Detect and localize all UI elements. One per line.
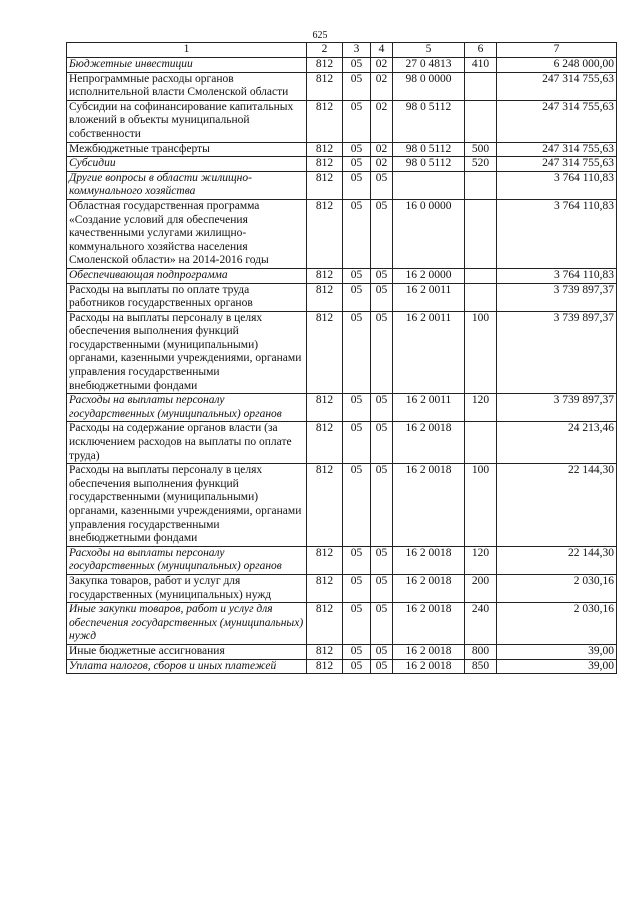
cell-amount: 39,00 bbox=[497, 644, 617, 659]
cell-expense-type-code: 100 bbox=[465, 464, 497, 547]
cell-subsection-code: 02 bbox=[371, 72, 393, 100]
cell-section-code: 05 bbox=[343, 574, 371, 602]
cell-item-name: Иные закупки товаров, работ и услуг для обеспечения государственных (муниципальных) нужд bbox=[67, 603, 307, 645]
table-row bbox=[67, 394, 617, 422]
cell-section-code: 05 bbox=[343, 546, 371, 574]
cell-item-name: Субсидии на софинансирование капитальных вложений в объекты муниципальной собственности bbox=[67, 100, 307, 142]
cell-target-code: 98 0 5112 bbox=[393, 142, 465, 157]
cell-target-code: 98 0 5112 bbox=[393, 157, 465, 172]
cell-ministry-code: 812 bbox=[307, 422, 343, 464]
cell-subsection-code: 05 bbox=[371, 659, 393, 674]
header-row bbox=[67, 43, 617, 58]
cell-target-code: 16 2 0018 bbox=[393, 659, 465, 674]
cell-target-code: 16 2 0000 bbox=[393, 268, 465, 283]
cell-item-name: Непрограммные расходы органов исполнительной власти Смоленской области bbox=[67, 72, 307, 100]
cell-target-code: 16 2 0011 bbox=[393, 394, 465, 422]
cell-expense-type-code: 850 bbox=[465, 659, 497, 674]
cell-section-code: 05 bbox=[343, 311, 371, 394]
cell-item-name: Расходы на выплаты персоналу в целях обеспечения выполнения функций государственными (муниципальными) органами, казенными учреждениями, органами управления государственными внебюджетными фондами bbox=[67, 464, 307, 547]
cell-item-name: Межбюджетные трансферты bbox=[67, 142, 307, 157]
cell-item-name: Субсидии bbox=[67, 157, 307, 172]
cell-expense-type-code: 200 bbox=[465, 574, 497, 602]
table-row bbox=[67, 100, 617, 142]
cell-amount: 247 314 755,63 bbox=[497, 157, 617, 172]
cell-target-code: 16 0 0000 bbox=[393, 199, 465, 268]
cell-section-code: 05 bbox=[343, 603, 371, 645]
cell-expense-type-code bbox=[465, 72, 497, 100]
cell-expense-type-code bbox=[465, 171, 497, 199]
cell-amount: 3 739 897,37 bbox=[497, 311, 617, 394]
cell-expense-type-code: 240 bbox=[465, 603, 497, 645]
column-header-7: 7 bbox=[497, 43, 617, 58]
table-header bbox=[67, 43, 617, 58]
cell-subsection-code: 05 bbox=[371, 394, 393, 422]
table-row bbox=[67, 422, 617, 464]
cell-expense-type-code: 100 bbox=[465, 311, 497, 394]
cell-ministry-code: 812 bbox=[307, 394, 343, 422]
cell-ministry-code: 812 bbox=[307, 464, 343, 547]
column-header-5: 5 bbox=[393, 43, 465, 58]
cell-subsection-code: 05 bbox=[371, 603, 393, 645]
table-row bbox=[67, 268, 617, 283]
cell-section-code: 05 bbox=[343, 644, 371, 659]
cell-ministry-code: 812 bbox=[307, 199, 343, 268]
cell-expense-type-code: 500 bbox=[465, 142, 497, 157]
cell-expense-type-code: 120 bbox=[465, 546, 497, 574]
column-header-4: 4 bbox=[371, 43, 393, 58]
cell-target-code: 16 2 0018 bbox=[393, 603, 465, 645]
table-row bbox=[67, 72, 617, 100]
cell-section-code: 05 bbox=[343, 100, 371, 142]
cell-ministry-code: 812 bbox=[307, 268, 343, 283]
cell-target-code: 16 2 0018 bbox=[393, 644, 465, 659]
cell-amount: 247 314 755,63 bbox=[497, 100, 617, 142]
column-header-2: 2 bbox=[307, 43, 343, 58]
cell-amount: 3 764 110,83 bbox=[497, 199, 617, 268]
cell-section-code: 05 bbox=[343, 422, 371, 464]
column-header-6: 6 bbox=[465, 43, 497, 58]
cell-ministry-code: 812 bbox=[307, 142, 343, 157]
table-row bbox=[67, 464, 617, 547]
cell-expense-type-code bbox=[465, 199, 497, 268]
cell-item-name: Областная государственная программа «Создание условий для обеспечения качественными услугами жилищно-коммунального хозяйства населения Смоленской области» на 2014-2016 годы bbox=[67, 199, 307, 268]
page-number: 625 bbox=[312, 30, 328, 41]
cell-ministry-code: 812 bbox=[307, 157, 343, 172]
budget-table bbox=[66, 42, 617, 674]
cell-amount: 3 739 897,37 bbox=[497, 283, 617, 311]
cell-section-code: 05 bbox=[343, 268, 371, 283]
cell-expense-type-code bbox=[465, 283, 497, 311]
table-row bbox=[67, 283, 617, 311]
cell-amount: 3 764 110,83 bbox=[497, 268, 617, 283]
cell-amount: 24 213,46 bbox=[497, 422, 617, 464]
cell-ministry-code: 812 bbox=[307, 546, 343, 574]
cell-target-code: 16 2 0018 bbox=[393, 546, 465, 574]
cell-item-name: Обеспечивающая подпрограмма bbox=[67, 268, 307, 283]
cell-amount: 247 314 755,63 bbox=[497, 72, 617, 100]
cell-item-name: Уплата налогов, сборов и иных платежей bbox=[67, 659, 307, 674]
cell-subsection-code: 05 bbox=[371, 311, 393, 394]
cell-target-code: 16 2 0011 bbox=[393, 311, 465, 394]
cell-target-code: 16 2 0018 bbox=[393, 422, 465, 464]
cell-expense-type-code: 520 bbox=[465, 157, 497, 172]
column-header-3: 3 bbox=[343, 43, 371, 58]
cell-ministry-code: 812 bbox=[307, 283, 343, 311]
cell-subsection-code: 05 bbox=[371, 268, 393, 283]
table-row bbox=[67, 58, 617, 73]
cell-item-name: Другие вопросы в области жилищно-коммунального хозяйства bbox=[67, 171, 307, 199]
cell-item-name: Расходы на выплаты персоналу в целях обеспечения выполнения функций государственными (муниципальными) органами, казенными учреждениями, органами управления государственными внебюджетными фондами bbox=[67, 311, 307, 394]
table-row bbox=[67, 603, 617, 645]
cell-subsection-code: 02 bbox=[371, 58, 393, 73]
cell-amount: 22 144,30 bbox=[497, 464, 617, 547]
table-row bbox=[67, 171, 617, 199]
cell-item-name: Бюджетные инвестиции bbox=[67, 58, 307, 73]
cell-amount: 247 314 755,63 bbox=[497, 142, 617, 157]
cell-amount: 3 764 110,83 bbox=[497, 171, 617, 199]
cell-amount: 22 144,30 bbox=[497, 546, 617, 574]
cell-expense-type-code bbox=[465, 268, 497, 283]
cell-expense-type-code: 800 bbox=[465, 644, 497, 659]
cell-section-code: 05 bbox=[343, 72, 371, 100]
cell-section-code: 05 bbox=[343, 157, 371, 172]
cell-section-code: 05 bbox=[343, 58, 371, 73]
table-row bbox=[67, 142, 617, 157]
cell-ministry-code: 812 bbox=[307, 574, 343, 602]
cell-section-code: 05 bbox=[343, 283, 371, 311]
cell-subsection-code: 05 bbox=[371, 546, 393, 574]
cell-expense-type-code bbox=[465, 100, 497, 142]
table-row bbox=[67, 157, 617, 172]
cell-item-name: Расходы на выплаты персоналу государственных (муниципальных) органов bbox=[67, 394, 307, 422]
column-header-1: 1 bbox=[67, 43, 307, 58]
table-row bbox=[67, 574, 617, 602]
cell-item-name: Расходы на выплаты по оплате труда работников государственных органов bbox=[67, 283, 307, 311]
table-row bbox=[67, 546, 617, 574]
cell-section-code: 05 bbox=[343, 171, 371, 199]
table-body bbox=[67, 58, 617, 674]
cell-ministry-code: 812 bbox=[307, 644, 343, 659]
cell-subsection-code: 05 bbox=[371, 644, 393, 659]
cell-subsection-code: 05 bbox=[371, 199, 393, 268]
table-row bbox=[67, 659, 617, 674]
cell-amount: 2 030,16 bbox=[497, 603, 617, 645]
cell-target-code: 98 0 5112 bbox=[393, 100, 465, 142]
cell-section-code: 05 bbox=[343, 659, 371, 674]
cell-section-code: 05 bbox=[343, 142, 371, 157]
cell-item-name: Расходы на содержание органов власти (за исключением расходов на выплаты по оплате труда) bbox=[67, 422, 307, 464]
cell-section-code: 05 bbox=[343, 394, 371, 422]
table-row bbox=[67, 644, 617, 659]
cell-ministry-code: 812 bbox=[307, 311, 343, 394]
cell-target-code: 27 0 4813 bbox=[393, 58, 465, 73]
cell-subsection-code: 02 bbox=[371, 100, 393, 142]
cell-target-code: 16 2 0018 bbox=[393, 464, 465, 547]
cell-amount: 39,00 bbox=[497, 659, 617, 674]
cell-ministry-code: 812 bbox=[307, 659, 343, 674]
cell-item-name: Закупка товаров, работ и услуг для государственных (муниципальных) нужд bbox=[67, 574, 307, 602]
cell-item-name: Расходы на выплаты персоналу государственных (муниципальных) органов bbox=[67, 546, 307, 574]
cell-amount: 2 030,16 bbox=[497, 574, 617, 602]
cell-expense-type-code bbox=[465, 422, 497, 464]
cell-target-code: 98 0 0000 bbox=[393, 72, 465, 100]
cell-item-name: Иные бюджетные ассигнования bbox=[67, 644, 307, 659]
cell-amount: 6 248 000,00 bbox=[497, 58, 617, 73]
cell-ministry-code: 812 bbox=[307, 603, 343, 645]
cell-ministry-code: 812 bbox=[307, 100, 343, 142]
cell-ministry-code: 812 bbox=[307, 58, 343, 73]
cell-target-code bbox=[393, 171, 465, 199]
cell-ministry-code: 812 bbox=[307, 171, 343, 199]
cell-amount: 3 739 897,37 bbox=[497, 394, 617, 422]
cell-subsection-code: 05 bbox=[371, 171, 393, 199]
cell-subsection-code: 05 bbox=[371, 574, 393, 602]
cell-subsection-code: 05 bbox=[371, 464, 393, 547]
cell-subsection-code: 05 bbox=[371, 422, 393, 464]
cell-section-code: 05 bbox=[343, 199, 371, 268]
table-row bbox=[67, 311, 617, 394]
table-row bbox=[67, 199, 617, 268]
cell-target-code: 16 2 0011 bbox=[393, 283, 465, 311]
cell-ministry-code: 812 bbox=[307, 72, 343, 100]
cell-subsection-code: 02 bbox=[371, 157, 393, 172]
cell-expense-type-code: 120 bbox=[465, 394, 497, 422]
cell-subsection-code: 05 bbox=[371, 283, 393, 311]
cell-expense-type-code: 410 bbox=[465, 58, 497, 73]
cell-subsection-code: 02 bbox=[371, 142, 393, 157]
cell-section-code: 05 bbox=[343, 464, 371, 547]
cell-target-code: 16 2 0018 bbox=[393, 574, 465, 602]
